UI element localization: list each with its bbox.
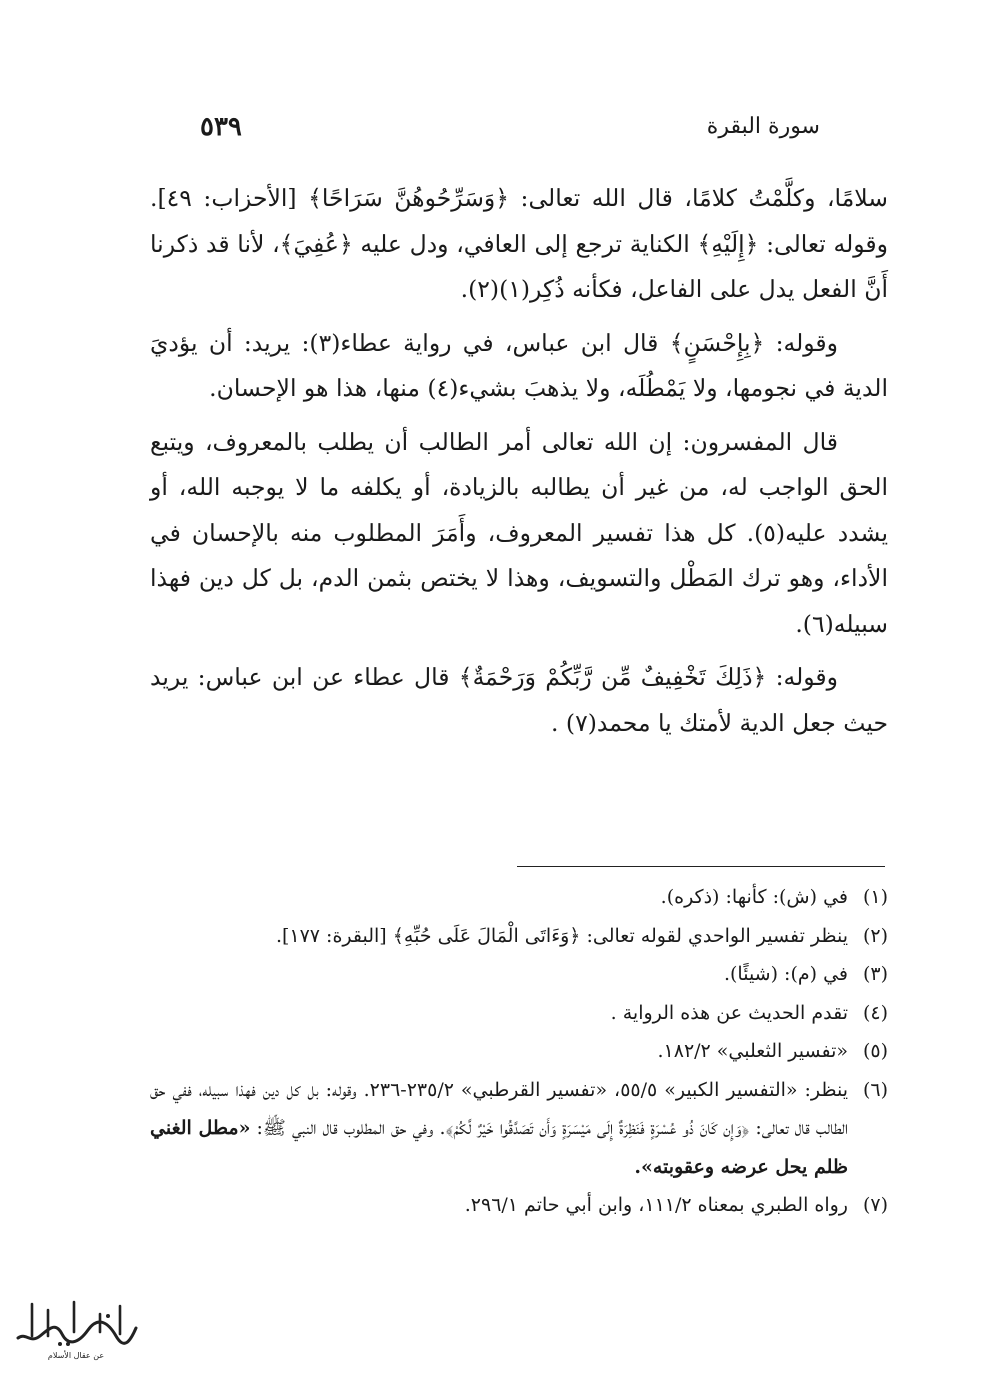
footnote [150,1071,888,1187]
footnote-text: رواه الطبري بمعناه ١١١/٢، وابن أبي حاتم ٢٩٦/١. [464,1194,848,1216]
footnote [150,955,888,994]
paragraph: وقوله: ﴿ذَلِكَ تَخْفِيفٌ مِّن رَّبِّكُمْ وَرَحْمَةٌ﴾ قال عطاء عن ابن عباس: يريد حيث جعل الدية لأمتك يا محمد(٧) . [150,663,888,737]
footnote-text: «تفسير الثعلبي» ١٨٢/٢. [657,1040,848,1062]
page-header [200,112,820,152]
paragraph: سلامًا، وكلَّمْتُ كلامًا، قال الله تعالى: ﴿وَسَرِّحُوهُنَّ سَرَاحًا﴾ [الأحزاب: ٤٩]. وقوله تعالى: ﴿إِلَيْهِ﴾ الكناية ترجع إلى العافي، ودل عليه ﴿عُفِيَ﴾، لأنا قد ذكرنا أَنَّ الفعل يدل على الفاعل، فكأنه ذُكِر(١)(٢). [150,184,888,303]
footnote-text [150,1071,848,1187]
surah-title: سورة البقرة [706,114,820,139]
footnote-text-part: ينظر: «التفسير الكبير» ٥٥/٥، «تفسير القرطبي» ٢٣٥/٢-٢٣٦. وقوله: بل كل دين فهذا سبيله، ففي حق الطالب قال تعالى: ﴿وَإِن كَانَ ذُو عُسْرَةٍ فَنَظِرَةٌ إِلَى مَيْسَرَةٍ وَأَن تَصَدَّقُوا خَيْرٌ لَّكُمْ﴾. وفي حق المطلوب قال النبي ﷺ: [150,1078,849,1139]
footnote [150,917,888,956]
footnotes [150,878,888,1225]
footnote [150,1186,888,1225]
footnote-number: (٣) [862,963,888,985]
footnote-text: ينظر تفسير الواحدي لقوله تعالى: ﴿وَءَاتَى الْمَالَ عَلَى حُبِّهِ﴾ [البقرة: ١٧٧]. [275,924,848,947]
footnote [150,878,888,917]
paragraph: قال المفسرون: إن الله تعالى أمر الطالب أن يطلب بالمعروف، ويتبع الحق الواجب له، من غير أن يطالبه بالزيادة، أو يكلفه ما لا يوجبه الله، أو يشدد عليه(٥). كل هذا تفسير المعروف، وأَمَرَ المطلوب منه بالإحسان في الأداء، وهو ترك المَطْل والتسويف، وهذا لا يختص بثمن الدم، بل كل دين فهذا سبيله(٦). [150,427,888,638]
footnote-text: في (ش): كأنها: (ذكره). [660,886,848,908]
footnote-text: في (م): (شيئًا). [723,963,848,985]
footnote-separator [517,866,885,867]
page-number: ٥٣٩ [200,112,242,142]
footnote-number: (٥) [862,1040,888,1062]
publisher-logo [12,1292,140,1364]
main-text [150,176,888,754]
footnote-number: (٧) [862,1194,888,1216]
footnote-number: (١) [862,886,888,908]
footnote-text: تقدم الحديث عن هذه الرواية . [610,1001,848,1024]
footnote [150,1032,888,1071]
footnote-number: (٤) [862,1001,888,1024]
footnote [150,994,888,1033]
hadith-quote: «مطل الغني ظلم يحل عرضه وعقوبته». [150,1117,848,1178]
logo-subtext: عن عقال الأسلام [47,1351,105,1360]
paragraph: وقوله: ﴿بِإِحْسَنٍ﴾ قال ابن عباس، في رواية عطاء(٣): يريد: أن يؤديَ الدية في نجومها، ولا يَمْطُلَه، ولا يذهبَ بشيء(٤) منها، هذا هو الإحسان. [150,328,888,402]
footnote-number: (٦) [862,1078,888,1101]
footnote-number: (٢) [862,924,888,947]
